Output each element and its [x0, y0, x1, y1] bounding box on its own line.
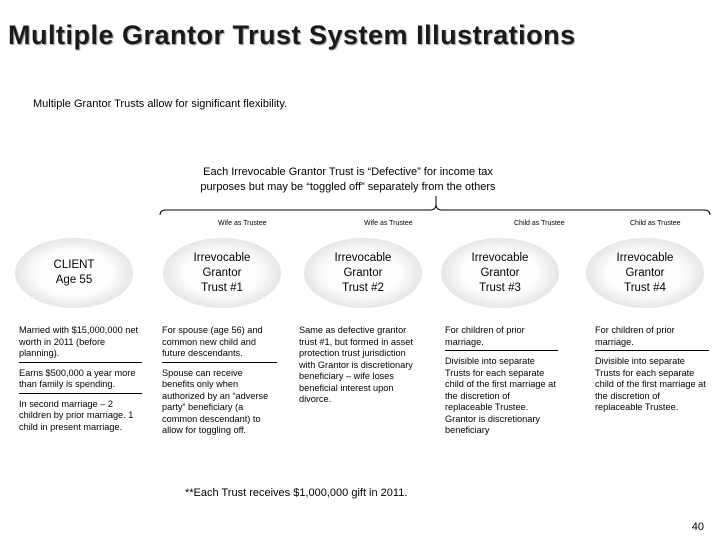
trust-2-label: Irrevocable Grantor Trust #2: [334, 251, 392, 294]
trust-3-notes: [445, 325, 558, 437]
trust-3-oval: [441, 238, 559, 308]
trust-3-label: Irrevocable Grantor Trust #3: [471, 251, 529, 294]
page-number: 40: [691, 521, 704, 533]
client-note-2: Earns $500,000 a year more than family is spending.: [19, 367, 136, 389]
trust-2-oval: [304, 238, 422, 308]
client-notes: [19, 325, 142, 433]
client-note-1: Married with $15,000,000 net worth in 2011 (before planning).: [19, 325, 139, 358]
trust-4-note-1: For children of prior marriage.: [595, 325, 675, 347]
trustee-label-2: Wife as Trustee: [364, 220, 413, 227]
callout-text: Each Irrevocable Grantor Trust is “Defective” for income tax purposes but may be “toggled off” separately from the others: [200, 166, 496, 193]
trust-4-oval: [586, 238, 704, 308]
divider: [595, 350, 709, 351]
trust-2-notes: [299, 325, 424, 406]
trust-3-note-2: Divisible into separate Trusts for each separate child of the first marriage at the discretion of replaceable Trustee. Grantor is discretionary beneficiary: [445, 356, 556, 435]
client-label: CLIENT Age 55: [53, 259, 95, 286]
client-oval: [15, 238, 133, 308]
divider: [445, 350, 558, 351]
trustee-label-4: Child as Trustee: [630, 220, 681, 227]
trust-1-oval: [163, 238, 281, 308]
divider: [162, 362, 277, 363]
trust-1-label: Irrevocable Grantor Trust #1: [193, 251, 251, 294]
page-title: Multiple Grantor Trust System Illustrations: [8, 20, 576, 50]
subtitle: Multiple Grantor Trusts allow for significant flexibility.: [33, 98, 288, 110]
divider: [19, 362, 142, 363]
trust-2-note-1: Same as defective grantor trust #1, but formed in asset protection trust jurisdiction with Grantor is discretionary beneficiary – wife loses beneficial interest upon divorce.: [299, 325, 413, 404]
footnote: **Each Trust receives $1,000,000 gift in 2011.: [185, 487, 408, 499]
trust-1-note-2: Spouse can receive benefits only when authorized by an “adverse party” beneficiary (a common descendant) to allow for toggling off.: [162, 367, 269, 435]
client-note-3: In second marriage – 2 children by prior marriage. 1 child in present marriage.: [19, 398, 134, 432]
trust-4-notes: [595, 325, 709, 414]
trust-1-notes: [162, 325, 277, 437]
trustee-label-3: Child as Trustee: [514, 220, 565, 227]
trust-1-note-1: For spouse (age 56) and common new child and future descendants.: [162, 325, 263, 358]
trust-4-note-2: Divisible into separate Trusts for each separate child of the first marriage at the discretion of replaceable Trustee.: [595, 356, 706, 412]
trust-4-label: Irrevocable Grantor Trust #4: [616, 251, 674, 294]
trust-3-note-1: For children of prior marriage.: [445, 325, 525, 347]
trustee-label-1: Wife as Trustee: [218, 220, 267, 227]
divider: [19, 393, 142, 394]
